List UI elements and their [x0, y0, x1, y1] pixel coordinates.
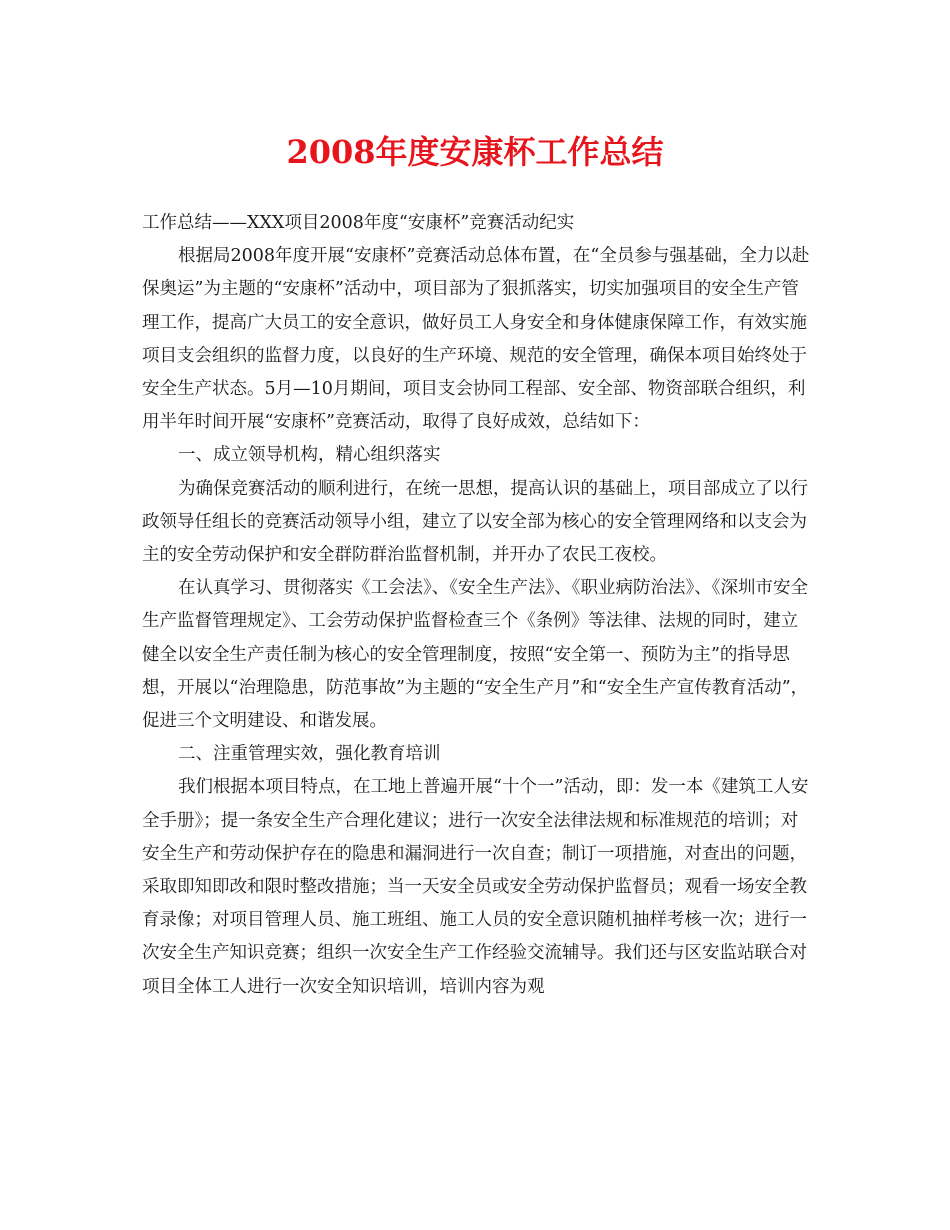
document-body [142, 207, 812, 1004]
document-title: 2008年度安康杯工作总结 [286, 133, 664, 171]
section-heading-1: 一、成立领导机构，精心组织落实 [178, 445, 441, 466]
paragraph-subtitle: 工作总结——XXX项目2008年度“安康杯”竞赛活动纪实 [142, 213, 575, 233]
paragraph-intro: 根据局2008年度开展“安康杯”竞赛活动总体布置，在“全员参与强基础，全力以赴保奥运”为主题的“安康杯”活动中，项目部为了狠抓落实，切实加强项目的安全生产管理工作，提高广大员工的安全意识，做好员工人身安全和身体健康保障工作，有效实施项目支会组织的监督力度，以良好的生产环境、规范的安全管理，确保本项目始终处于安全生产状态。5月—10月期间，项目支会协同工程部、安全部、物资部联合组织，利用半年时间开展“安康杯”竞赛活动，取得了良好成效，总结如下： [142, 246, 810, 433]
section-heading-2: 二、注重管理实效，强化教育培训 [178, 744, 441, 765]
paragraph-leadership: 为确保竞赛活动的顺利进行，在统一思想，提高认识的基础上，项目部成立了以行政领导任组长的竞赛活动领导小组，建立了以安全部为核心的安全管理网络和以支会为主的安全劳动保护和安全群防群治监督机制，并开办了农民工夜校。 [142, 478, 808, 566]
paragraph-training: 我们根据本项目特点，在工地上普遍开展“十个一”活动，即：发一本《建筑工人安全手册》；提一条安全生产合理化建议；进行一次安全法律法规和标准规范的培训；对安全生产和劳动保护存在的隐患和漏洞进行一次自查；制订一项措施，对查出的问题，采取即知即改和限时整改措施；当一天安全员或安全劳动保护监督员；观看一场安全教育录像；对项目管理人员、施工班组、施工人员的安全意识随机抽样考核一次；进行一次安全生产知识竞赛；组织一次安全生产工作经验交流辅导。我们还与区安监站联合对项目全体工人进行一次安全知识培训，培训内容为观 [142, 777, 809, 997]
paragraph-regulations: 在认真学习、贯彻落实《工会法》、《安全生产法》、《职业病防治法》、《深圳市安全生产监督管理规定》、工会劳动保护监督检查三个《条例》等法律、法规的同时，建立健全以安全生产责任制为核心的安全管理制度，按照“安全第一、预防为主”的指导思想，开展以“治理隐患，防范事故”为主题的“安全生产月”和“安全生产宣传教育活动”，促进三个文明建设、和谐发展。 [142, 578, 809, 732]
